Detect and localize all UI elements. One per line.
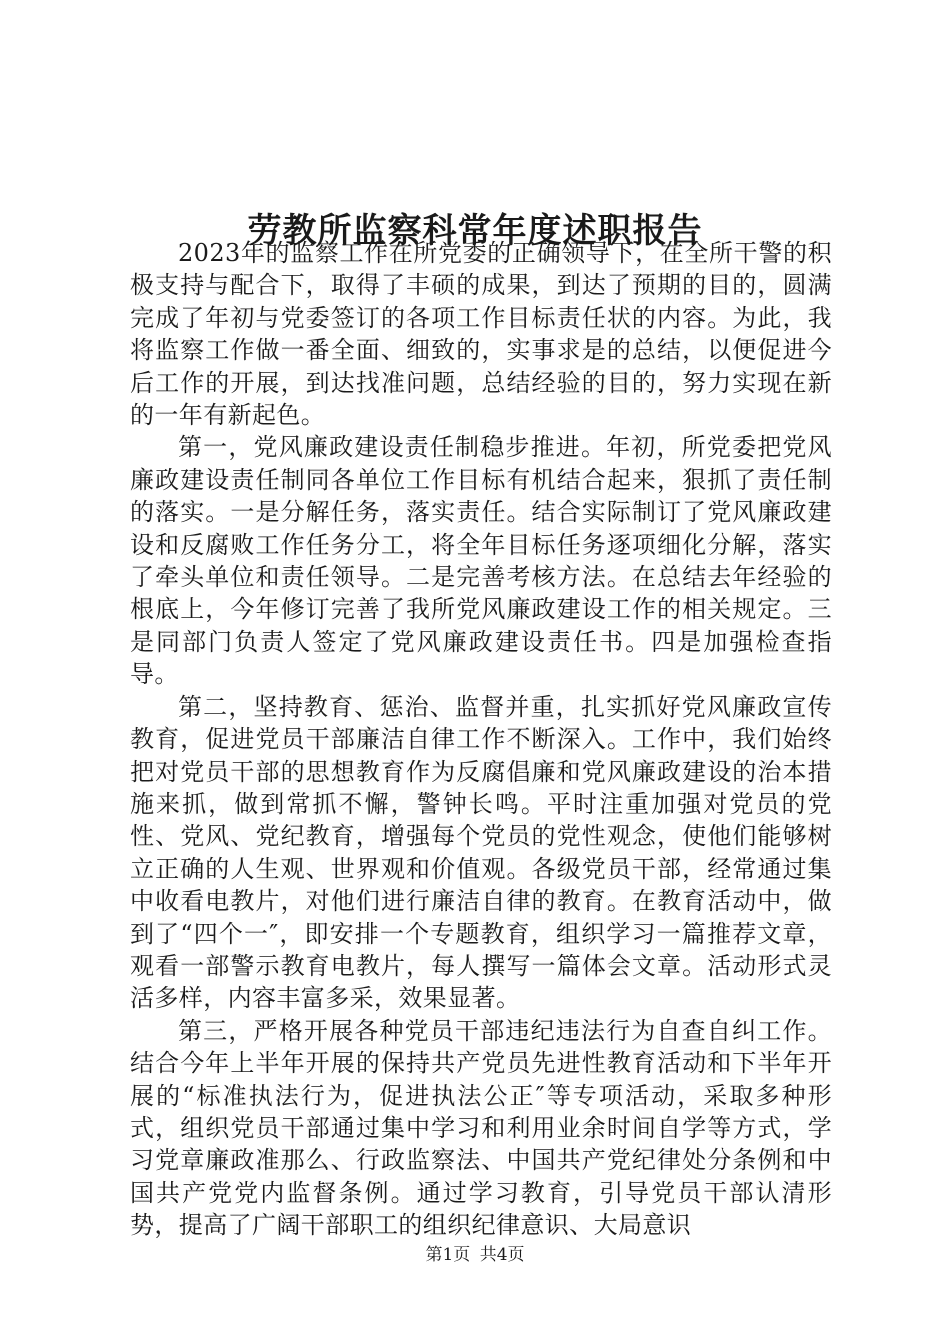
paragraph-first: 第一，党风廉政建设责任制稳步推进。年初，所党委把党风廉政建设责任制同各单位工作目标有机结合起来，狠抓了责任制的落实。一是分解任务，落实责任。结合实际制订了党风廉政建设和反腐败工作任务分工，将全年目标任务逐项细化分解，落实了牵头单位和责任领导。二是完善考核方法。在总结去年经验的根底上，今年修订完善了我所党风廉政建设工作的相关规定。三是同部门负责人签定了党风廉政建设责任书。四是加强检查指导。 [130, 433, 832, 689]
page-footer [0, 1243, 950, 1267]
paragraph-intro: 2023年的监察工作在所党委的正确领导下，在全所干警的积极支持与配合下，取得了丰硕的成果，到达了预期的目的，圆满完成了年初与党委签订的各项工作目标责任状的内容。为此，我将监察工作做一番全面、细致的，实事求是的总结，以便促进今后工作的开展，到达找准问题，总结经验的目的，努力实现在新的一年有新起色。 [130, 239, 832, 430]
paragraph-third: 第三，严格开展各种党员干部违纪违法行为自查自纠工作。结合今年上半年开展的保持共产党员先进性教育活动和下半年开展的“标准执法行为，促进执法公正″等专项活动，采取多种形式，组织党员干部通过集中学习和利用业余时间自学等方式，学习党章廉政准那么、行政监察法、中国共产党纪律处分条例和中国共产党党内监督条例。通过学习教育，引导党员干部认清形势，提高了广阔干部职工的组织纪律意识、大局意识 [130, 1016, 832, 1240]
document-body [130, 237, 832, 1242]
page-title: 劳教所监察科常年度述职报告 [247, 210, 703, 251]
page-number: 第1页 [425, 1245, 471, 1265]
paragraph-second: 第二，坚持教育、惩治、监督并重，扎实抓好党风廉政宣传教育，促进党员干部廉洁自律工作不断深入。工作中，我们始终把对党员干部的思想教育作为反腐倡廉和党风廉政建设的治本措施来抓，做到常抓不懈，警钟长鸣。平时注重加强对党员的党性、党风、党纪教育，增强每个党员的党性观念，使他们能够树立正确的人生观、世界观和价值观。各级党员干部，经常通过集中收看电教片，对他们进行廉洁自律的教育。在教育活动中，做到了“四个一″，即安排一个专题教育，组织学习一篇推荐文章，观看一部警示教育电教片，每人撰写一篇体会文章。活动形式灵活多样，内容丰富多采，效果显著。 [130, 692, 832, 1013]
page-total: 共4页 [479, 1245, 525, 1265]
